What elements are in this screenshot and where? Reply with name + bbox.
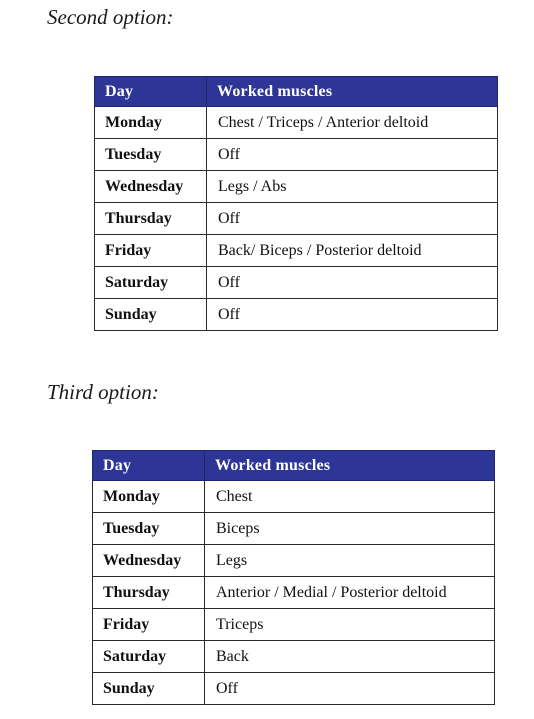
muscles-cell: Triceps — [205, 609, 495, 641]
table-row — [93, 609, 495, 641]
section-heading-second-option: Second option: — [47, 5, 174, 29]
table-row — [93, 481, 495, 513]
muscles-cell: Off — [205, 673, 495, 705]
day-cell: Friday — [95, 235, 207, 267]
workout-table-third-option — [92, 450, 495, 705]
table-row — [95, 107, 498, 139]
table-header-row — [95, 77, 498, 107]
table-row — [93, 513, 495, 545]
muscles-cell: Biceps — [205, 513, 495, 545]
muscles-cell: Off — [207, 203, 498, 235]
muscles-cell: Off — [207, 139, 498, 171]
column-header-day: Day — [95, 77, 207, 107]
table-row — [93, 577, 495, 609]
day-cell: Thursday — [95, 203, 207, 235]
muscles-cell: Legs / Abs — [207, 171, 498, 203]
table-row — [95, 267, 498, 299]
day-cell: Saturday — [95, 267, 207, 299]
table-row — [95, 171, 498, 203]
day-cell: Tuesday — [93, 513, 205, 545]
table-header-row — [93, 451, 495, 481]
table-row — [95, 299, 498, 331]
muscles-cell: Back/ Biceps / Posterior deltoid — [207, 235, 498, 267]
column-header-day: Day — [93, 451, 205, 481]
day-cell: Thursday — [93, 577, 205, 609]
muscles-cell: Chest — [205, 481, 495, 513]
muscles-cell: Legs — [205, 545, 495, 577]
day-cell: Wednesday — [95, 171, 207, 203]
muscles-cell: Anterior / Medial / Posterior deltoid — [205, 577, 495, 609]
muscles-cell: Off — [207, 267, 498, 299]
day-cell: Monday — [93, 481, 205, 513]
muscles-cell: Back — [205, 641, 495, 673]
workout-table-second-option — [94, 76, 498, 331]
day-cell: Wednesday — [93, 545, 205, 577]
table-row — [95, 203, 498, 235]
day-cell: Monday — [95, 107, 207, 139]
day-cell: Sunday — [93, 673, 205, 705]
day-cell: Friday — [93, 609, 205, 641]
column-header-worked-muscles: Worked muscles — [207, 77, 498, 107]
table-row — [95, 139, 498, 171]
table-row — [93, 673, 495, 705]
table-row — [93, 545, 495, 577]
table-row — [95, 235, 498, 267]
column-header-worked-muscles: Worked muscles — [205, 451, 495, 481]
day-cell: Sunday — [95, 299, 207, 331]
muscles-cell: Off — [207, 299, 498, 331]
muscles-cell: Chest / Triceps / Anterior deltoid — [207, 107, 498, 139]
table-row — [93, 641, 495, 673]
day-cell: Tuesday — [95, 139, 207, 171]
section-heading-third-option: Third option: — [47, 380, 159, 404]
day-cell: Saturday — [93, 641, 205, 673]
